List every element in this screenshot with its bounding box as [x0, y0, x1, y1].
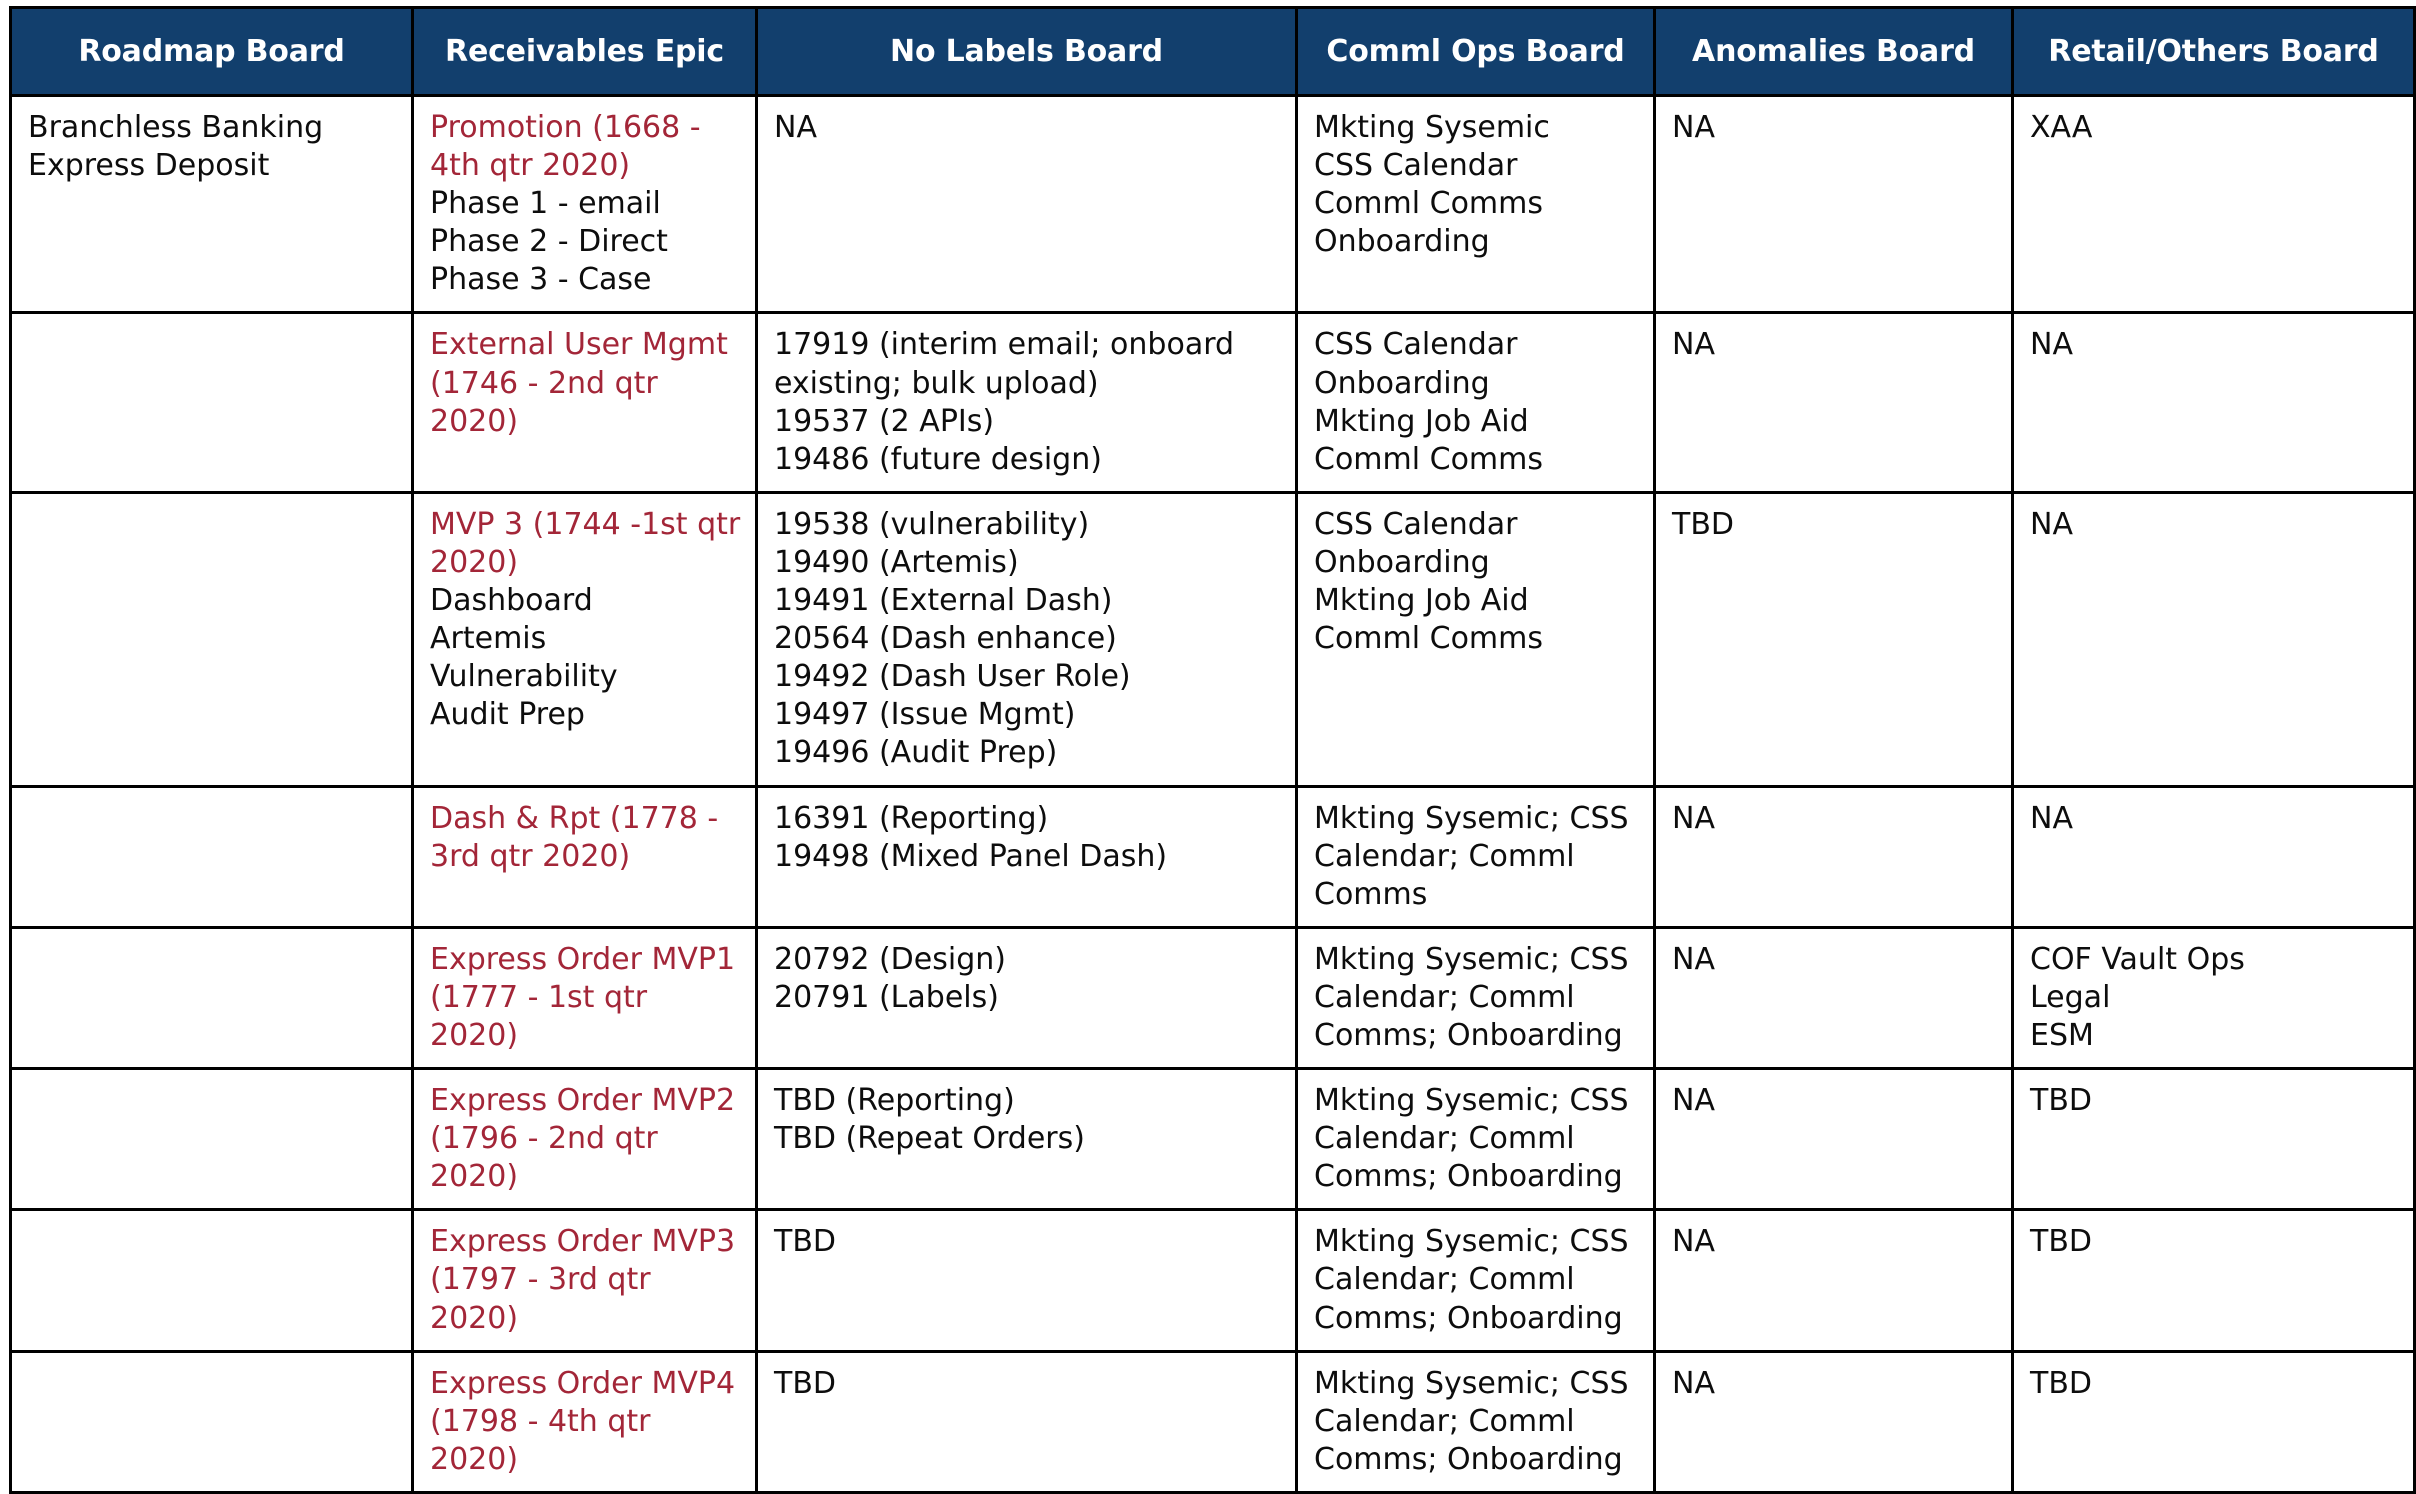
cell-line: TBD — [1672, 506, 1735, 542]
cell-retail — [2013, 313, 2415, 492]
cell-line: Dash & Rpt (1778 - — [430, 800, 719, 836]
cell-receivables — [413, 786, 757, 927]
cell-content-anomalies — [1672, 800, 1997, 838]
cell-receivables — [413, 1351, 757, 1492]
cell-content-anomalies — [1672, 1223, 1997, 1261]
cell-anomalies — [1655, 786, 2013, 927]
cell-nolabels — [757, 1210, 1297, 1351]
cell-nolabels — [757, 313, 1297, 492]
cell-line: Express Deposit — [28, 148, 270, 184]
cell-line: Calendar; Comml — [1314, 1403, 1575, 1439]
cell-line: Onboarding — [1314, 224, 1490, 260]
cell-line: TBD — [774, 1365, 837, 1401]
cell-line: 19496 (Audit Prep) — [774, 735, 1058, 771]
cell-content-anomalies — [1672, 1365, 1997, 1403]
cell-content-nolabels — [774, 800, 1281, 876]
cell-line: Express Order MVP2 — [430, 1083, 736, 1119]
column-header-comml-ops-board: Comml Ops Board — [1297, 8, 1655, 96]
cell-line: Comml Comms — [1314, 186, 1543, 222]
cell-line: 19537 (2 APIs) — [774, 403, 995, 439]
cell-line: Express Order MVP3 — [430, 1224, 736, 1260]
cell-line: Promotion (1668 - — [430, 110, 701, 145]
cell-nolabels — [757, 1069, 1297, 1210]
cell-line: NA — [2030, 327, 2073, 363]
cell-commlops — [1297, 313, 1655, 492]
roadmap-matrix-table — [9, 6, 2416, 1494]
cell-line: Comml Comms — [1314, 441, 1543, 477]
column-header-roadmap-board: Roadmap Board — [11, 8, 413, 96]
cell-content-nolabels — [774, 941, 1281, 1017]
cell-line: Comms; Onboarding — [1314, 1441, 1623, 1477]
cell-content-anomalies — [1672, 109, 1997, 147]
cell-line: Comms — [1314, 876, 1428, 912]
cell-line: 19538 (vulnerability) — [774, 506, 1090, 542]
table-row — [11, 313, 2415, 492]
table-row — [11, 96, 2415, 313]
cell-line: External User Mgmt — [430, 327, 728, 363]
cell-content-anomalies — [1672, 1082, 1997, 1120]
cell-line: CSS Calendar — [1314, 327, 1518, 363]
cell-line: Phase 3 - Case — [430, 262, 652, 298]
cell-line: (1798 - 4th qtr 2020) — [430, 1403, 651, 1477]
cell-line: 20791 (Labels) — [774, 979, 999, 1015]
cell-content-retail — [2030, 800, 2399, 838]
table-row — [11, 1210, 2415, 1351]
cell-line: Phase 2 - Direct — [430, 224, 668, 260]
table-body — [11, 96, 2415, 1493]
cell-receivables — [413, 1210, 757, 1351]
cell-commlops — [1297, 1351, 1655, 1492]
cell-content-nolabels — [774, 1365, 1281, 1403]
cell-roadmap — [11, 1210, 413, 1351]
cell-content-nolabels — [774, 1082, 1281, 1158]
cell-line: NA — [2030, 800, 2073, 836]
cell-content-anomalies — [1672, 941, 1997, 979]
column-header-retail-others-board: Retail/Others Board — [2013, 8, 2415, 96]
cell-content-commlops — [1314, 109, 1639, 261]
cell-roadmap — [11, 1069, 413, 1210]
cell-line: Express Order MVP4 — [430, 1365, 736, 1401]
table-row — [11, 492, 2415, 786]
cell-line: Mkting Sysemic; CSS — [1314, 800, 1629, 836]
cell-content-retail — [2030, 1365, 2399, 1403]
cell-line: Calendar; Comml — [1314, 1262, 1575, 1298]
cell-line: Calendar; Comml — [1314, 979, 1575, 1015]
cell-anomalies — [1655, 927, 2013, 1068]
cell-line: Artemis — [430, 621, 547, 657]
cell-line: Mkting Sysemic; CSS — [1314, 1365, 1629, 1401]
cell-line: Express Order MVP1 — [430, 941, 736, 977]
cell-content-anomalies — [1672, 506, 1997, 544]
cell-roadmap — [11, 1351, 413, 1492]
cell-content-commlops — [1314, 941, 1639, 1055]
table-header — [11, 8, 2415, 96]
table-row — [11, 1069, 2415, 1210]
cell-line: Mkting Sysemic; CSS — [1314, 1224, 1629, 1260]
cell-line: 20564 (Dash enhance) — [774, 621, 1117, 657]
cell-retail — [2013, 492, 2415, 786]
cell-content-retail — [2030, 941, 2399, 1055]
cell-content-nolabels — [774, 109, 1281, 147]
cell-line: NA — [1672, 1083, 1715, 1119]
cell-content-commlops — [1314, 1082, 1639, 1196]
cell-line: NA — [1672, 941, 1715, 977]
table-row — [11, 927, 2415, 1068]
cell-line: TBD — [2030, 1083, 2093, 1119]
cell-line: MVP 3 (1744 -1st qtr — [430, 506, 741, 542]
cell-line: 19486 (future design) — [774, 441, 1102, 477]
cell-line: COF Vault Ops — [2030, 941, 2245, 977]
cell-line: Mkting Sysemic; CSS — [1314, 1083, 1629, 1119]
cell-line: Phase 1 - email — [430, 186, 661, 222]
cell-line: Mkting Job Aid — [1314, 403, 1529, 439]
cell-content-receivables — [430, 1223, 741, 1337]
cell-anomalies — [1655, 492, 2013, 786]
cell-anomalies — [1655, 96, 2013, 313]
cell-content-receivables — [430, 1082, 741, 1196]
cell-line: Mkting Sysemic — [1314, 110, 1550, 145]
cell-nolabels — [757, 786, 1297, 927]
cell-line: 20792 (Design) — [774, 941, 1006, 977]
cell-nolabels — [757, 927, 1297, 1068]
cell-content-commlops — [1314, 800, 1639, 914]
cell-content-nolabels — [774, 1223, 1281, 1261]
cell-content-nolabels — [774, 326, 1281, 478]
cell-content-retail — [2030, 506, 2399, 544]
cell-content-retail — [2030, 1082, 2399, 1120]
cell-anomalies — [1655, 1069, 2013, 1210]
cell-line: CSS Calendar — [1314, 506, 1518, 542]
cell-anomalies — [1655, 1210, 2013, 1351]
cell-line: TBD — [2030, 1365, 2093, 1401]
cell-content-anomalies — [1672, 326, 1997, 364]
cell-content-retail — [2030, 326, 2399, 364]
cell-anomalies — [1655, 313, 2013, 492]
cell-content-commlops — [1314, 506, 1639, 658]
cell-line: Legal — [2030, 979, 2111, 1015]
cell-roadmap — [11, 313, 413, 492]
cell-line: 19498 (Mixed Panel Dash) — [774, 838, 1168, 874]
cell-line: Audit Prep — [430, 697, 585, 733]
cell-nolabels — [757, 96, 1297, 313]
cell-retail — [2013, 1069, 2415, 1210]
cell-commlops — [1297, 492, 1655, 786]
cell-line: 4th qtr 2020) — [430, 148, 631, 184]
cell-commlops — [1297, 786, 1655, 927]
cell-line: 19497 (Issue Mgmt) — [774, 697, 1076, 733]
cell-retail — [2013, 96, 2415, 313]
cell-content-receivables — [430, 941, 741, 1055]
cell-line: Mkting Sysemic; CSS — [1314, 941, 1629, 977]
cell-line: TBD (Repeat Orders) — [774, 1121, 1085, 1157]
cell-receivables — [413, 96, 757, 313]
cell-line: NA — [1672, 327, 1715, 363]
table-row — [11, 786, 2415, 927]
cell-line: Comms; Onboarding — [1314, 1017, 1623, 1053]
cell-line: TBD — [774, 1224, 837, 1260]
cell-line: NA — [1672, 800, 1715, 836]
cell-line: TBD (Reporting) — [774, 1083, 1015, 1119]
cell-line: 17919 (interim email; onboard — [774, 327, 1235, 363]
table-row — [11, 1351, 2415, 1492]
cell-commlops — [1297, 1069, 1655, 1210]
cell-line: XAA — [2030, 110, 2093, 145]
cell-line: Calendar; Comml — [1314, 838, 1575, 874]
cell-roadmap — [11, 786, 413, 927]
cell-retail — [2013, 1351, 2415, 1492]
cell-roadmap — [11, 96, 413, 313]
cell-content-commlops — [1314, 326, 1639, 478]
cell-content-commlops — [1314, 1223, 1639, 1337]
cell-line: TBD — [2030, 1224, 2093, 1260]
cell-line: 19490 (Artemis) — [774, 544, 1019, 580]
cell-content-nolabels — [774, 506, 1281, 773]
cell-line: NA — [1672, 1365, 1715, 1401]
cell-line: (1777 - 1st qtr 2020) — [430, 979, 648, 1053]
cell-receivables — [413, 313, 757, 492]
cell-line: NA — [1672, 110, 1715, 145]
cell-content-receivables — [430, 109, 741, 299]
cell-line: Mkting Job Aid — [1314, 583, 1529, 619]
cell-line: CSS Calendar — [1314, 148, 1518, 184]
cell-line: Branchless Banking — [28, 110, 324, 145]
cell-content-receivables — [430, 506, 741, 735]
cell-line: Comms; Onboarding — [1314, 1159, 1623, 1195]
cell-line: Comml Comms — [1314, 621, 1543, 657]
cell-line: existing; bulk upload) — [774, 365, 1099, 401]
cell-receivables — [413, 1069, 757, 1210]
cell-line: (1796 - 2nd qtr 2020) — [430, 1121, 658, 1195]
cell-content-retail — [2030, 109, 2399, 147]
cell-line: 19492 (Dash User Role) — [774, 659, 1131, 695]
cell-retail — [2013, 786, 2415, 927]
cell-commlops — [1297, 1210, 1655, 1351]
cell-commlops — [1297, 927, 1655, 1068]
cell-content-receivables — [430, 800, 741, 876]
cell-line: NA — [2030, 506, 2073, 542]
cell-receivables — [413, 927, 757, 1068]
cell-line: 3rd qtr 2020) — [430, 838, 631, 874]
cell-commlops — [1297, 96, 1655, 313]
cell-content-roadmap — [28, 109, 397, 185]
cell-content-retail — [2030, 1223, 2399, 1261]
column-header-anomalies-board: Anomalies Board — [1655, 8, 2013, 96]
cell-line: Onboarding — [1314, 365, 1490, 401]
cell-line: Comms; Onboarding — [1314, 1300, 1623, 1336]
cell-receivables — [413, 492, 757, 786]
column-header-receivables-epic: Receivables Epic — [413, 8, 757, 96]
cell-line: Onboarding — [1314, 544, 1490, 580]
cell-line: 16391 (Reporting) — [774, 800, 1049, 836]
cell-line: NA — [774, 110, 817, 145]
cell-retail — [2013, 927, 2415, 1068]
cell-line: NA — [1672, 1224, 1715, 1260]
cell-roadmap — [11, 927, 413, 1068]
cell-content-receivables — [430, 1365, 741, 1479]
cell-anomalies — [1655, 1351, 2013, 1492]
screenshot-root — [0, 6, 2416, 1477]
cell-line: ESM — [2030, 1017, 2094, 1053]
cell-retail — [2013, 1210, 2415, 1351]
cell-content-receivables — [430, 326, 741, 440]
cell-line: Dashboard — [430, 583, 593, 619]
cell-nolabels — [757, 1351, 1297, 1492]
cell-roadmap — [11, 492, 413, 786]
cell-line: (1746 - 2nd qtr 2020) — [430, 365, 658, 439]
cell-nolabels — [757, 492, 1297, 786]
cell-line: 19491 (External Dash) — [774, 583, 1113, 619]
column-header-no-labels-board: No Labels Board — [757, 8, 1297, 96]
cell-line: (1797 - 3rd qtr 2020) — [430, 1262, 651, 1336]
cell-line: 2020) — [430, 544, 519, 580]
cell-line: Calendar; Comml — [1314, 1121, 1575, 1157]
header-row — [11, 8, 2415, 96]
cell-content-commlops — [1314, 1365, 1639, 1479]
cell-line: Vulnerability — [430, 659, 618, 695]
